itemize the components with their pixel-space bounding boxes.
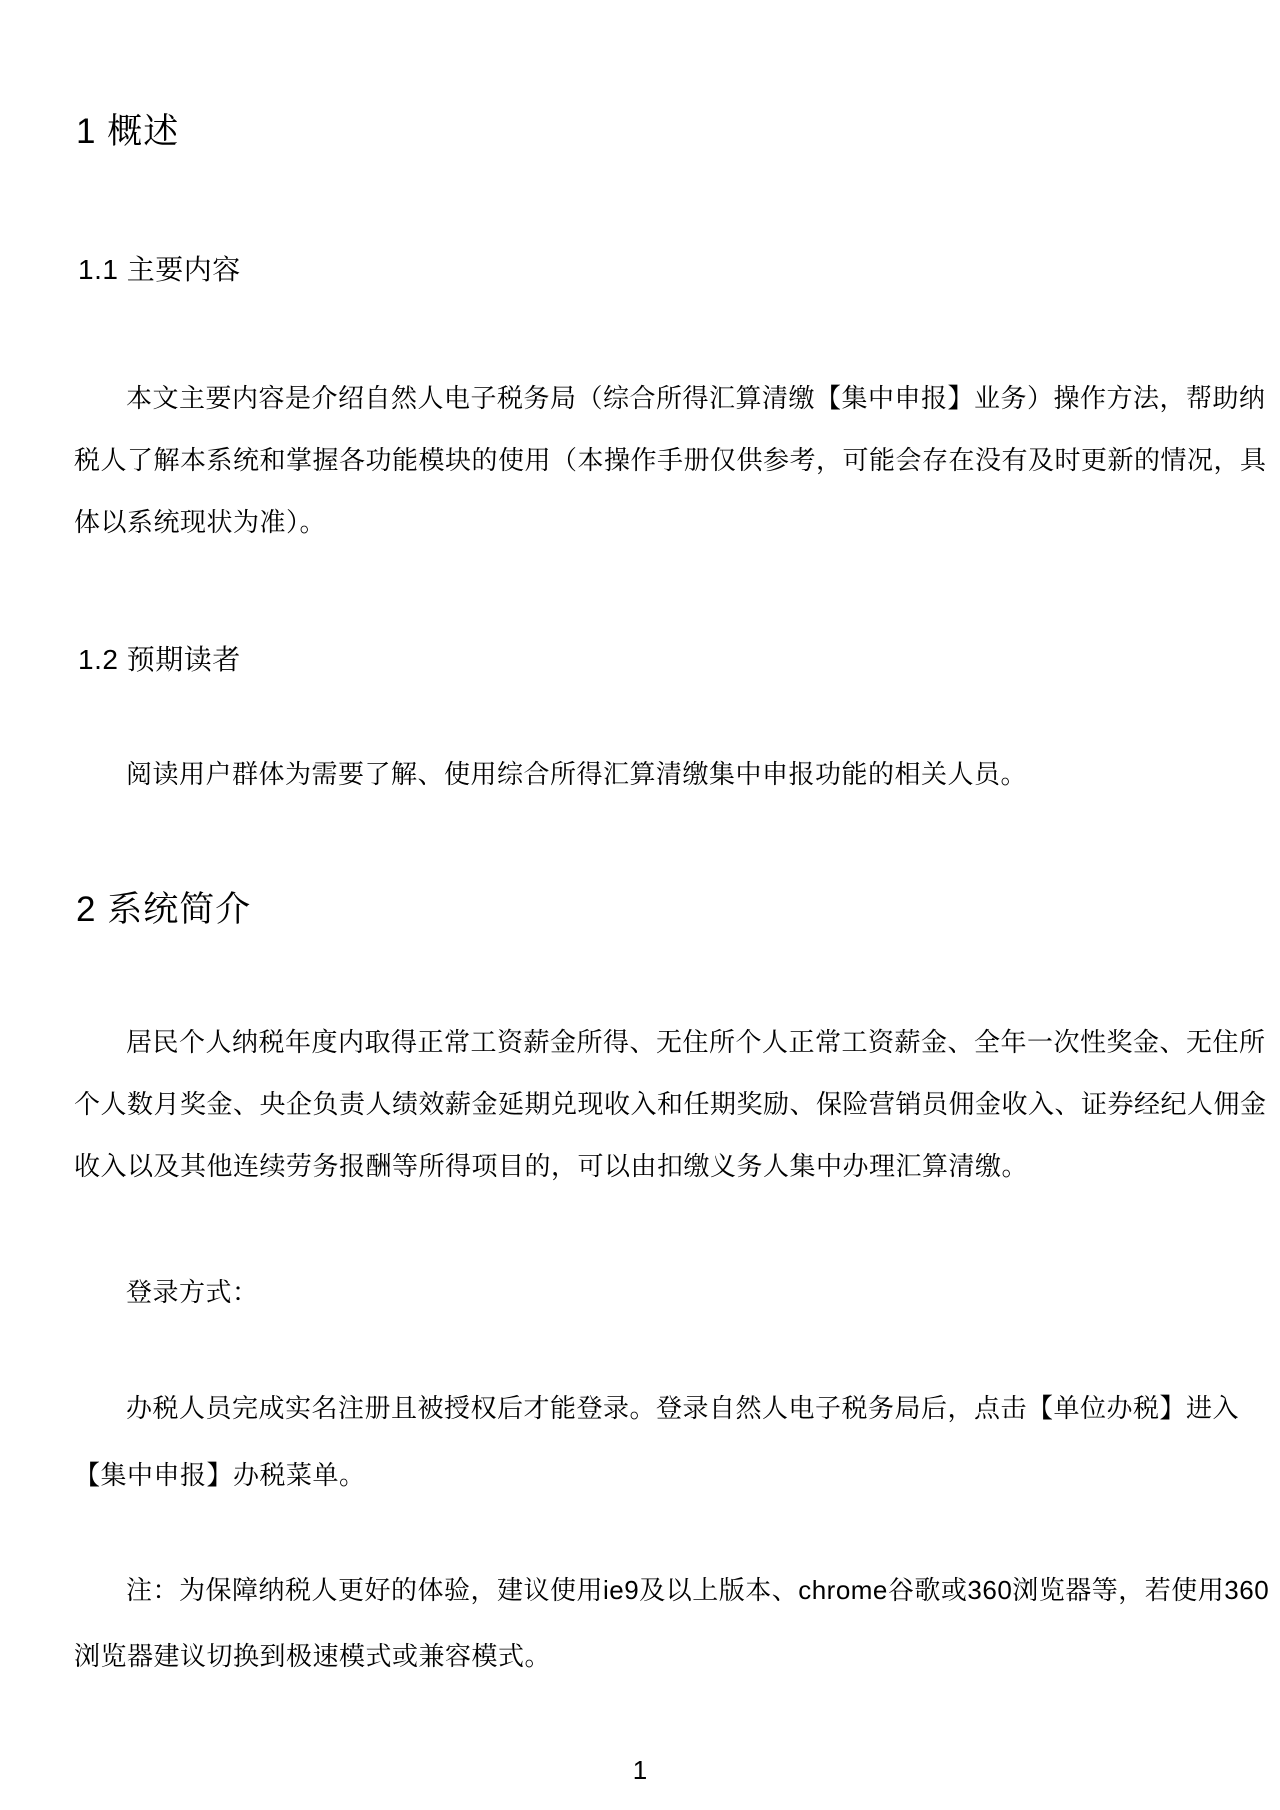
page-number: 1 — [632, 1755, 648, 1785]
paragraph-line: 阅读用户群体为需要了解、使用综合所得汇算清缴集中申报功能的相关人员。 — [126, 759, 1028, 789]
paragraph-line: 个人数月奖金、央企负责人绩效薪金延期兑现收入和任期奖励、保险营销员佣金收入、证券经纪人佣金 — [74, 1089, 1267, 1119]
paragraph-line: 税人了解本系统和掌握各功能模块的使用（本操作手册仅供参考，可能会存在没有及时更新的情况，具 — [74, 445, 1267, 475]
section-heading-overview: 1 概述 — [76, 112, 180, 151]
section-heading-system-intro: 2 系统简介 — [76, 890, 252, 929]
paragraph-line: 【集中申报】办税菜单。 — [74, 1460, 366, 1490]
paragraph-line: 注：为保障纳税人更好的体验，建议使用ie9及以上版本、chrome谷歌或360浏览器等，若使用360 — [126, 1575, 1270, 1605]
paragraph-line: 本文主要内容是介绍自然人电子税务局（综合所得汇算清缴【集中申报】业务）操作方法，帮助纳 — [126, 383, 1266, 413]
subsection-heading-main-content: 1.1 主要内容 — [78, 254, 241, 285]
paragraph-line: 办税人员完成实名注册且被授权后才能登录。登录自然人电子税务局后，点击【单位办税】进入 — [126, 1393, 1240, 1423]
paragraph-line: 收入以及其他连续劳务报酬等所得项目的，可以由扣缴义务人集中办理汇算清缴。 — [74, 1151, 1029, 1181]
paragraph-line: 体以系统现状为准）。 — [74, 507, 327, 537]
paragraph-line: 居民个人纳税年度内取得正常工资薪金所得、无住所个人正常工资薪金、全年一次性奖金、无住所 — [126, 1027, 1266, 1057]
subsection-heading-expected-readers: 1.2 预期读者 — [78, 644, 241, 675]
login-method-label: 登录方式： — [126, 1277, 259, 1307]
paragraph-line: 浏览器建议切换到极速模式或兼容模式。 — [74, 1641, 552, 1671]
